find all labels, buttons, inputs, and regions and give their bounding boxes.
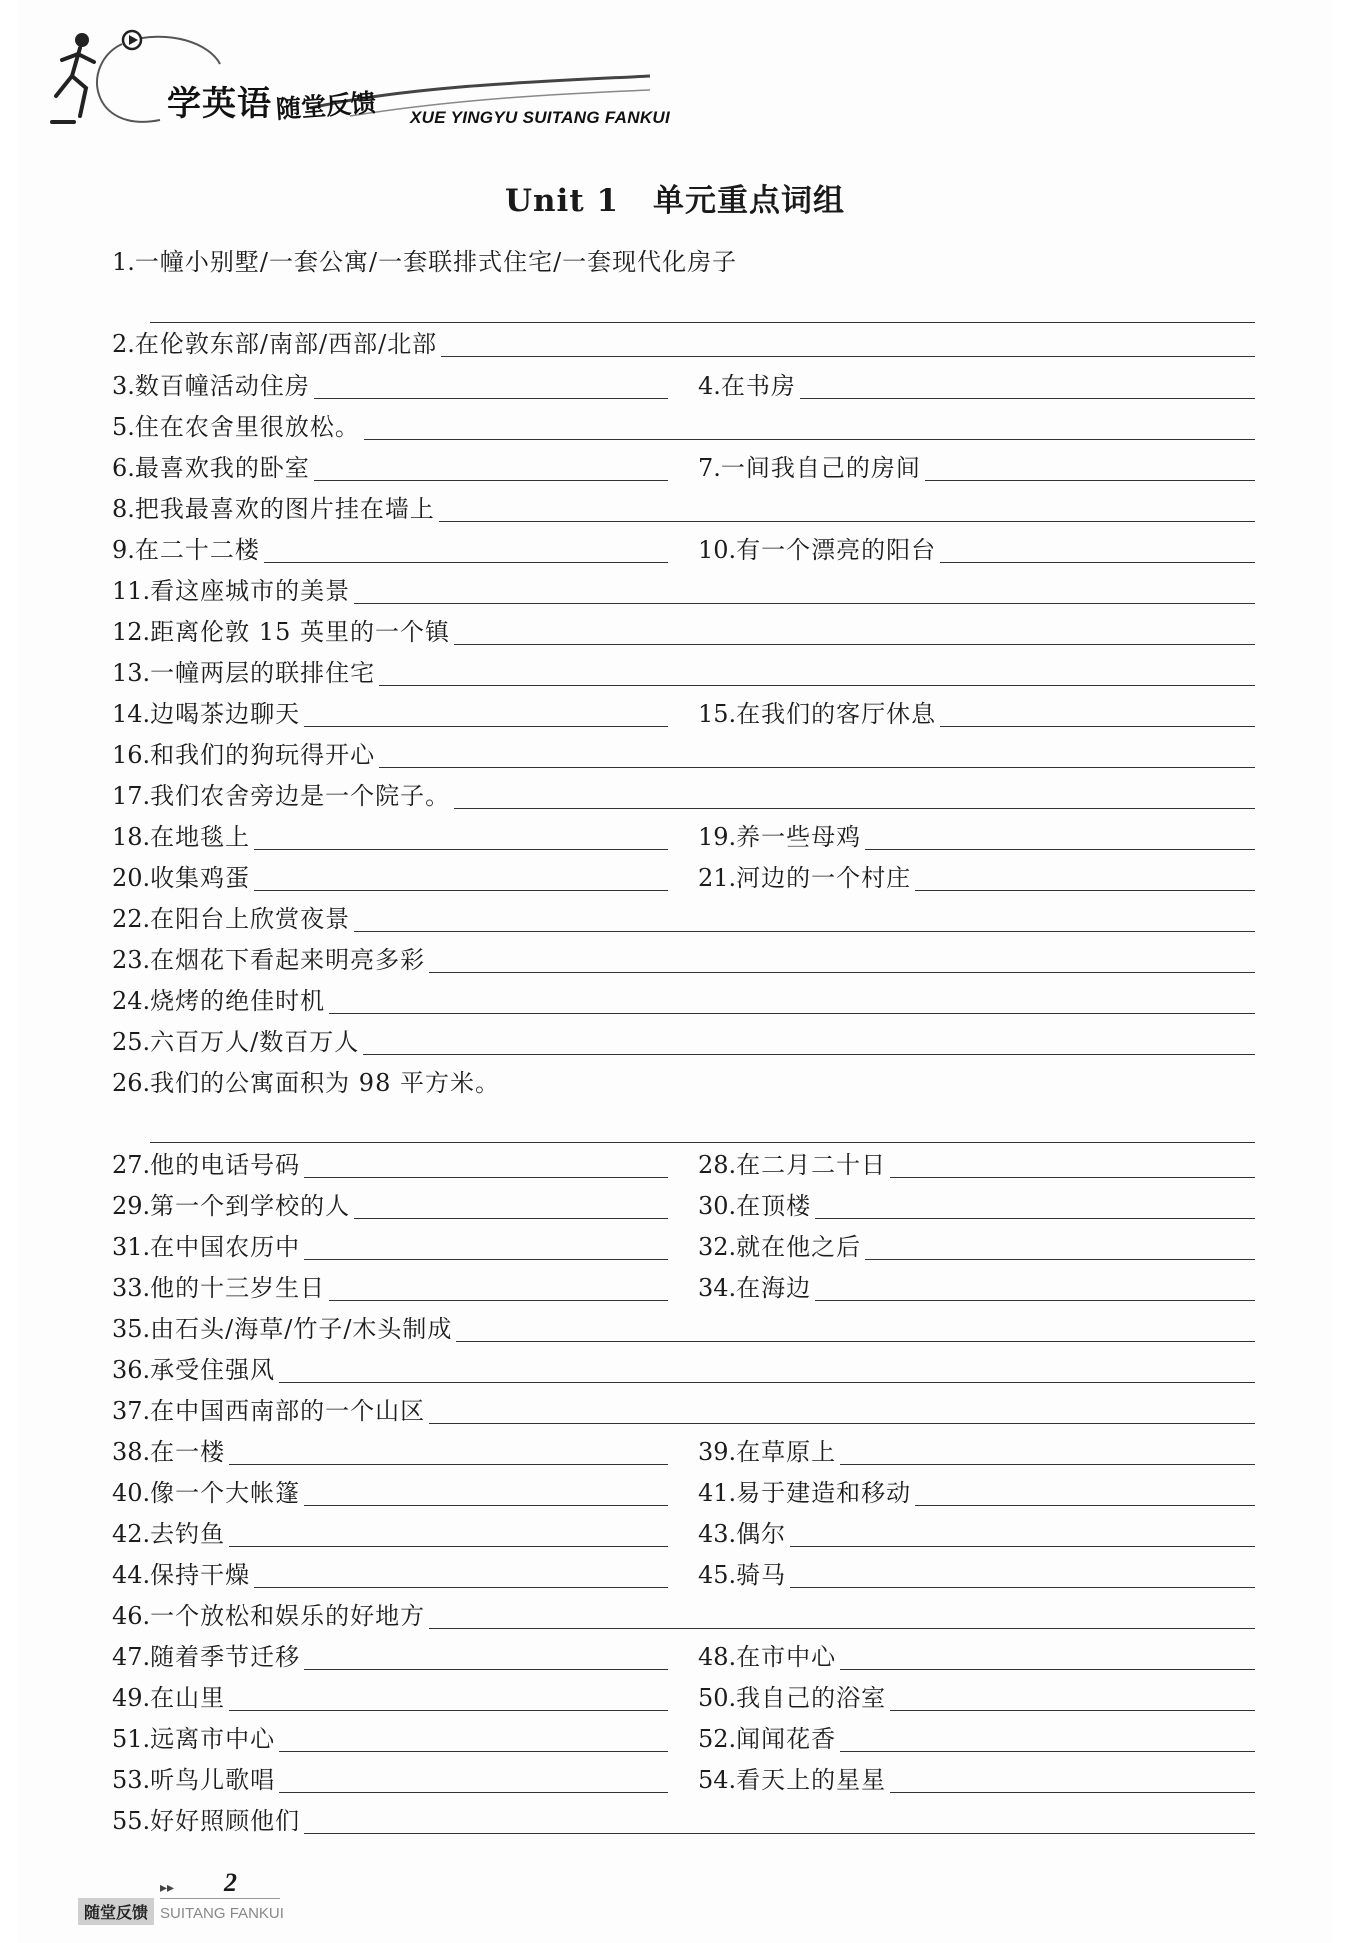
phrase-item — [698, 859, 1255, 893]
phrase-number: 33. — [112, 1274, 151, 1302]
phrase-text: 在草原上 — [736, 1438, 837, 1466]
phrase-text: 在一楼 — [150, 1438, 226, 1466]
phrase-item — [698, 1474, 1255, 1508]
phrase-number: 47. — [112, 1643, 151, 1671]
phrase-item — [112, 736, 1255, 770]
footer-divider — [160, 1898, 280, 1899]
phrase-text: 在二月二十日 — [736, 1151, 887, 1179]
phrase-text: 偶尔 — [736, 1520, 787, 1548]
phrase-text: 他的十三岁生日 — [150, 1274, 326, 1302]
phrase-text: 一个放松和娱乐的好地方 — [150, 1602, 426, 1630]
phrase-item — [112, 1802, 1255, 1836]
phrase-item — [112, 1187, 668, 1221]
answer-blank[interactable] — [840, 1639, 1255, 1670]
page-number: 2 — [224, 1868, 237, 1897]
phrase-text: 在海边 — [736, 1274, 812, 1302]
phrase-text: 我们的公寓面积为 98 平方米。 — [150, 1069, 500, 1097]
phrase-number: 40. — [112, 1479, 151, 1507]
phrase-item — [698, 531, 1255, 565]
phrase-text: 住在农舍里很放松。 — [134, 413, 360, 441]
phrase-number: 36. — [112, 1356, 151, 1384]
phrase-text: 他的电话号码 — [150, 1151, 301, 1179]
phrase-item — [698, 1679, 1255, 1713]
phrase-number: 31. — [112, 1233, 151, 1261]
phrase-text: 像一个大帐篷 — [150, 1479, 301, 1507]
phrase-item — [112, 572, 1255, 606]
phrase-item — [112, 654, 1255, 688]
answer-blank[interactable] — [229, 1434, 668, 1465]
phrase-number: 28. — [698, 1151, 737, 1179]
answer-blank[interactable] — [454, 614, 1255, 645]
phrase-item — [112, 818, 668, 852]
phrase-number: 19. — [698, 823, 737, 851]
phrase-item — [112, 1269, 668, 1303]
phrase-text: 在中国西南部的一个山区 — [150, 1397, 426, 1425]
phrase-text: 在伦敦东部/南部/西部/北部 — [134, 330, 438, 358]
answer-blank[interactable] — [229, 1680, 668, 1711]
phrase-number: 45. — [698, 1561, 737, 1589]
phrase-number: 35. — [112, 1315, 151, 1343]
phrase-text: 远离市中心 — [150, 1725, 276, 1753]
phrase-text: 我自己的浴室 — [736, 1684, 887, 1712]
answer-blank[interactable] — [429, 942, 1255, 973]
phrase-text: 在中国农历中 — [150, 1233, 301, 1261]
phrase-text: 收集鸡蛋 — [150, 864, 251, 892]
phrase-item — [112, 777, 1255, 811]
phrase-text: 骑马 — [736, 1561, 787, 1589]
phrase-number: 17. — [112, 782, 151, 810]
phrase-number: 24. — [112, 987, 151, 1015]
phrase-number: 15. — [698, 700, 737, 728]
answer-blank[interactable] — [354, 901, 1255, 932]
phrase-item — [698, 1720, 1255, 1754]
answer-blank[interactable] — [890, 1762, 1255, 1793]
phrase-item — [698, 1146, 1255, 1180]
answer-blank[interactable] — [790, 1516, 1255, 1547]
phrase-number: 5. — [112, 413, 135, 441]
phrase-number: 46. — [112, 1602, 151, 1630]
answer-blank[interactable] — [254, 1557, 668, 1588]
phrase-item — [698, 1433, 1255, 1467]
answer-blank[interactable] — [890, 1147, 1255, 1178]
answer-blank[interactable] — [150, 321, 1255, 323]
phrase-item — [112, 243, 1255, 277]
phrase-text: 由石头/海草/竹子/木头制成 — [150, 1315, 453, 1343]
phrase-number: 30. — [698, 1192, 737, 1220]
phrase-item — [112, 367, 668, 401]
phrase-number: 2. — [112, 330, 135, 358]
answer-blank[interactable] — [800, 368, 1255, 399]
phrase-text: 看天上的星星 — [736, 1766, 887, 1794]
phrase-text: 在顶楼 — [736, 1192, 812, 1220]
phrase-number: 22. — [112, 905, 151, 933]
phrase-number: 1. — [112, 248, 135, 276]
phrase-text: 一间我自己的房间 — [720, 454, 921, 482]
answer-blank[interactable] — [915, 860, 1255, 891]
phrase-item — [112, 1761, 668, 1795]
phrase-number: 25. — [112, 1028, 151, 1056]
phrase-item — [698, 1187, 1255, 1221]
phrase-number: 8. — [112, 495, 135, 523]
phrase-number: 18. — [112, 823, 151, 851]
unit-label: Unit 1 — [504, 183, 620, 219]
phrase-text: 和我们的狗玩得开心 — [150, 741, 376, 769]
answer-blank[interactable] — [865, 819, 1255, 850]
phrase-text: 在地毯上 — [150, 823, 251, 851]
phrase-number: 26. — [112, 1069, 151, 1097]
answer-blank[interactable] — [254, 819, 668, 850]
phrase-item — [698, 449, 1255, 483]
phrase-number: 13. — [112, 659, 151, 687]
phrase-number: 29. — [112, 1192, 151, 1220]
phrase-item — [112, 408, 1255, 442]
phrase-number: 32. — [698, 1233, 737, 1261]
phrase-number: 14. — [112, 700, 151, 728]
answer-blank[interactable] — [429, 1598, 1255, 1629]
phrase-number: 48. — [698, 1643, 737, 1671]
phrase-number: 44. — [112, 1561, 151, 1589]
header-pinyin: XUE YINGYU SUITANG FANKUI — [410, 108, 671, 127]
phrase-item — [698, 367, 1255, 401]
answer-blank[interactable] — [304, 1147, 668, 1178]
answer-blank[interactable] — [363, 1024, 1255, 1055]
phrase-number: 16. — [112, 741, 151, 769]
phrase-text: 数百幢活动住房 — [134, 372, 310, 400]
phrase-item — [112, 1228, 668, 1262]
answer-blank[interactable] — [354, 573, 1255, 604]
phrase-text: 去钓鱼 — [150, 1520, 226, 1548]
phrase-number: 38. — [112, 1438, 151, 1466]
phrase-number: 4. — [698, 372, 721, 400]
phrase-number: 27. — [112, 1151, 151, 1179]
answer-blank[interactable] — [815, 1188, 1255, 1219]
answer-blank[interactable] — [279, 1721, 668, 1752]
answer-blank[interactable] — [229, 1516, 668, 1547]
phrase-text: 有一个漂亮的阳台 — [736, 536, 937, 564]
answer-blank[interactable] — [439, 491, 1255, 522]
answer-blank[interactable] — [840, 1721, 1255, 1752]
answer-blank[interactable] — [279, 1762, 668, 1793]
phrase-text: 把我最喜欢的图片挂在墙上 — [134, 495, 435, 523]
phrase-number: 20. — [112, 864, 151, 892]
phrase-number: 41. — [698, 1479, 737, 1507]
phrase-item — [112, 1351, 1255, 1385]
phrase-text: 烧烤的绝佳时机 — [150, 987, 326, 1015]
phrase-item — [698, 1638, 1255, 1672]
phrase-number: 54. — [698, 1766, 737, 1794]
answer-blank[interactable] — [456, 1311, 1255, 1342]
answer-blank[interactable] — [915, 1475, 1255, 1506]
phrase-item — [112, 1556, 668, 1590]
phrase-text: 第一个到学校的人 — [150, 1192, 351, 1220]
phrase-text: 我们农舍旁边是一个院子。 — [150, 782, 451, 810]
phrase-item — [112, 695, 668, 729]
phrase-item — [698, 695, 1255, 729]
phrase-item — [112, 900, 1255, 934]
answer-blank[interactable] — [329, 1270, 668, 1301]
phrase-text: 看这座城市的美景 — [150, 577, 351, 605]
phrase-item — [112, 1433, 668, 1467]
answer-blank[interactable] — [364, 409, 1255, 440]
phrase-item — [698, 1761, 1255, 1795]
answer-blank[interactable] — [865, 1229, 1255, 1260]
answer-blank[interactable] — [441, 326, 1255, 357]
phrase-item — [698, 818, 1255, 852]
answer-blank[interactable] — [304, 1229, 668, 1260]
phrase-number: 49. — [112, 1684, 151, 1712]
answer-blank[interactable] — [304, 696, 668, 727]
phrase-text: 承受住强风 — [150, 1356, 276, 1384]
phrase-item — [112, 531, 668, 565]
phrase-text: 听鸟儿歌唱 — [150, 1766, 276, 1794]
footer-arrow-icon: ▸▸ — [160, 1880, 175, 1896]
phrase-text: 一幢小别墅/一套公寓/一套联排式住宅/一套现代化房子 — [134, 248, 738, 276]
phrase-number: 11. — [112, 577, 151, 605]
phrase-text: 好好照顾他们 — [150, 1807, 301, 1835]
answer-blank[interactable] — [254, 860, 668, 891]
answer-blank[interactable] — [379, 655, 1255, 686]
phrase-text: 随着季节迁移 — [150, 1643, 301, 1671]
phrase-item — [112, 325, 1255, 359]
phrase-text: 在书房 — [720, 372, 796, 400]
phrase-item — [698, 1228, 1255, 1262]
phrase-number: 34. — [698, 1274, 737, 1302]
phrase-item — [112, 1474, 668, 1508]
phrase-number: 9. — [112, 536, 135, 564]
phrase-item — [112, 941, 1255, 975]
answer-blank[interactable] — [454, 778, 1255, 809]
phrase-item — [112, 1515, 668, 1549]
phrase-text: 就在他之后 — [736, 1233, 862, 1261]
phrase-text: 距离伦敦 15 英里的一个镇 — [150, 618, 450, 646]
phrase-item — [112, 1023, 1255, 1057]
answer-blank[interactable] — [314, 368, 668, 399]
phrase-text: 在烟花下看起来明亮多彩 — [150, 946, 426, 974]
phrase-item — [112, 859, 668, 893]
answer-blank[interactable] — [264, 532, 668, 563]
phrase-text: 在山里 — [150, 1684, 226, 1712]
phrase-number: 55. — [112, 1807, 151, 1835]
answer-blank[interactable] — [815, 1270, 1255, 1301]
phrase-text: 河边的一个村庄 — [736, 864, 912, 892]
answer-blank[interactable] — [304, 1639, 668, 1670]
phrase-text: 六百万人/数百万人 — [150, 1028, 360, 1056]
answer-blank[interactable] — [940, 696, 1255, 727]
phrase-text: 保持干燥 — [150, 1561, 251, 1589]
phrase-text: 在我们的客厅休息 — [736, 700, 937, 728]
unit-heading: 单元重点词组 — [653, 183, 846, 219]
phrase-text: 闻闻花香 — [736, 1725, 837, 1753]
phrase-item — [112, 1597, 1255, 1631]
phrase-number: 37. — [112, 1397, 151, 1425]
phrase-item — [112, 1392, 1255, 1426]
phrase-item — [112, 449, 668, 483]
phrase-text: 边喝茶边聊天 — [150, 700, 301, 728]
phrase-number: 3. — [112, 372, 135, 400]
phrase-item — [698, 1515, 1255, 1549]
phrase-number: 21. — [698, 864, 737, 892]
footer-pinyin: SUITANG FANKUI — [160, 1905, 284, 1922]
phrase-item — [112, 1146, 668, 1180]
answer-blank[interactable] — [314, 450, 668, 481]
phrase-number: 52. — [698, 1725, 737, 1753]
phrase-text: 易于建造和移动 — [736, 1479, 912, 1507]
phrase-item — [112, 1679, 668, 1713]
answer-blank[interactable] — [379, 737, 1255, 768]
phrase-item — [698, 1556, 1255, 1590]
phrase-item — [112, 1064, 1255, 1098]
answer-blank[interactable] — [940, 532, 1255, 563]
header-title: 学英语 — [167, 84, 272, 124]
phrase-text: 养一些母鸡 — [736, 823, 862, 851]
phrase-number: 10. — [698, 536, 737, 564]
answer-blank[interactable] — [304, 1475, 668, 1506]
phrase-item — [112, 1638, 668, 1672]
phrase-text: 一幢两层的联排住宅 — [150, 659, 376, 687]
answer-blank[interactable] — [840, 1434, 1255, 1465]
answer-blank[interactable] — [304, 1803, 1255, 1834]
phrase-text: 在市中心 — [736, 1643, 837, 1671]
phrase-number: 6. — [112, 454, 135, 482]
phrase-text: 最喜欢我的卧室 — [134, 454, 310, 482]
phrase-number: 7. — [698, 454, 721, 482]
phrase-item — [112, 490, 1255, 524]
answer-blank[interactable] — [329, 983, 1255, 1014]
answer-blank[interactable] — [150, 1141, 1255, 1143]
phrase-number: 53. — [112, 1766, 151, 1794]
phrase-item — [112, 982, 1255, 1016]
phrase-text: 在二十二楼 — [134, 536, 260, 564]
phrase-number: 23. — [112, 946, 151, 974]
answer-blank[interactable] — [429, 1393, 1255, 1424]
phrase-number: 12. — [112, 618, 151, 646]
answer-blank[interactable] — [354, 1188, 668, 1219]
phrase-number: 51. — [112, 1725, 151, 1753]
phrase-number: 50. — [698, 1684, 737, 1712]
phrase-item — [112, 613, 1255, 647]
header-subtitle: 随堂反馈 — [275, 88, 377, 124]
phrase-number: 39. — [698, 1438, 737, 1466]
phrase-item — [112, 1720, 668, 1754]
phrase-number: 43. — [698, 1520, 737, 1548]
phrase-number: 42. — [112, 1520, 151, 1548]
answer-blank[interactable] — [790, 1557, 1255, 1588]
answer-blank[interactable] — [890, 1680, 1255, 1711]
phrase-item — [112, 1310, 1255, 1344]
answer-blank[interactable] — [279, 1352, 1255, 1383]
answer-blank[interactable] — [925, 450, 1255, 481]
footer-label: 随堂反馈 — [78, 1898, 154, 1925]
phrase-item — [698, 1269, 1255, 1303]
phrase-text: 在阳台上欣赏夜景 — [150, 905, 351, 933]
